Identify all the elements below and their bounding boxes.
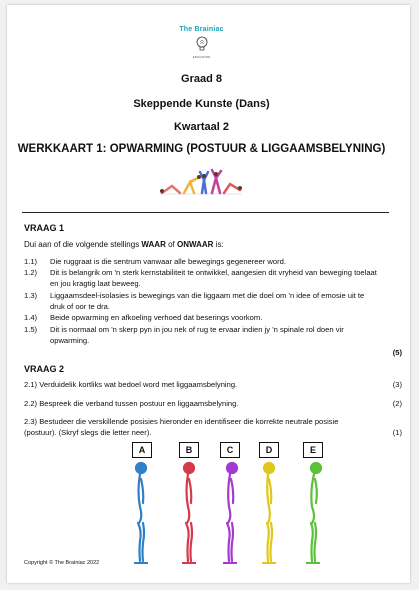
- posture-option-e: [302, 442, 324, 565]
- question-2-2-marks: (2): [392, 399, 402, 408]
- skeleton-green-icon: [302, 461, 324, 565]
- option-letter: D: [259, 442, 279, 458]
- copyright-footer: Copyright © The Brainiac 2022: [24, 560, 100, 566]
- term-heading: Kwartaal 2: [173, 121, 230, 133]
- posture-option-b: [178, 442, 200, 565]
- worksheet-title: WERKKAART 1: OPWARMING (POSTUUR & LIGGAAMSBELYNING): [17, 143, 386, 155]
- option-letter: B: [179, 442, 199, 458]
- section-divider: [22, 212, 389, 213]
- question-2-1-marks: (3): [392, 380, 402, 389]
- option-letter: A: [132, 442, 152, 458]
- option-letter: E: [303, 442, 323, 458]
- question-2-heading: VRAAG 2: [24, 364, 65, 374]
- grade-heading: Graad 8: [181, 73, 222, 85]
- posture-option-d: [258, 442, 280, 565]
- question-1-marks: (5): [392, 348, 402, 357]
- posture-option-c: [219, 442, 241, 565]
- question-2-2: 2.2) Bespreek die verband tussen postuur en liggaamsbelyning.: [24, 399, 239, 408]
- lightbulb-logo-icon: [196, 36, 208, 52]
- posture-option-a: [131, 442, 153, 565]
- skeleton-purple-icon: [219, 461, 241, 565]
- brand-name: The Brainiac: [179, 26, 224, 33]
- subject-heading: Skeppende Kunste (Dans): [133, 98, 270, 110]
- skeleton-red-icon: [178, 461, 200, 565]
- question-2-3: 2.3) Bestudeer die verskillende posisies hieronder en identifiseer die korrekte neutrale posisie (postuur). (Skryf slegs die letter neer).: [24, 417, 339, 437]
- question-2-1: 2.1) Verduidelik kortliks wat bedoel word met liggaamsbelyning.: [24, 380, 238, 389]
- skeleton-yellow-icon: [258, 461, 280, 565]
- question-2-3-marks: (1): [392, 428, 402, 437]
- dancers-stretching-illustration: [158, 166, 244, 196]
- logo-subtitle: EDUCATION: [192, 55, 211, 59]
- question-1-instruction: Dui aan of die volgende stellings WAAR of ONWAAR is:: [24, 240, 224, 249]
- option-letter: C: [220, 442, 240, 458]
- skeleton-blue-icon: [131, 461, 153, 565]
- question-1-heading: VRAAG 1: [24, 223, 65, 233]
